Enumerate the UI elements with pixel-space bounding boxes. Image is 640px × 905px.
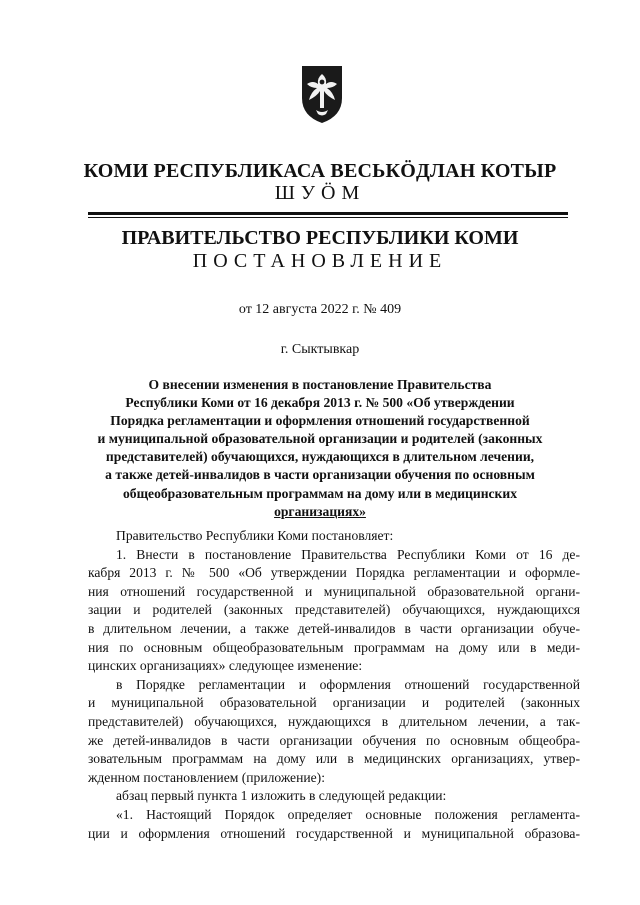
body-line: зовательным программам на дому или в медицинских организациях, утвер- xyxy=(88,751,580,767)
body-line: же детей-инвалидов в части организации обучения по основным общеобра- xyxy=(88,732,580,748)
body-line: и муниципальной образовательной организации и родителей (законных xyxy=(88,695,580,711)
title-line: О внесении изменения в постановление Правительства xyxy=(148,377,492,392)
body-line: ния отношений государственной и муниципальной образовательной органи- xyxy=(88,583,580,599)
body-line: ции и оформления отношений государственной и муниципальной образова- xyxy=(88,825,580,841)
resolution-title xyxy=(64,376,576,521)
body-line: жденном постановлением (приложение): xyxy=(88,769,325,785)
title-underlined-text: организациях» xyxy=(274,503,366,519)
title-line: а также детей-инвалидов в части организации обучения по основным xyxy=(105,467,535,483)
title-line: представителей) обучающихся, нуждающихся в длительном лечении, xyxy=(105,449,535,465)
body-line: в Порядке регламентации и оформления отношений государственной xyxy=(116,676,580,692)
body-line: представителей) обучающихся, нуждающихся в длительном лечении, а так- xyxy=(88,713,580,729)
komi-resolution-title: ШУӦМ xyxy=(274,182,366,204)
body-line: цинских организациях» следующее изменение: xyxy=(88,658,363,674)
coat-of-arms-emblem xyxy=(299,64,345,124)
komi-government-title: КОМИ РЕСПУБЛИКАСА ВЕСЬКӦДЛАН КОТЫР xyxy=(83,160,557,182)
title-line: и муниципальной образовательной организации и родителей (законных xyxy=(97,431,543,447)
body-line: зации и родителей (законных представителей) обучающихся, нуждающихся xyxy=(88,602,580,618)
body-line: кабря 2013 г. № 500 «Об утверждении Порядка регламентации и оформле- xyxy=(88,565,580,581)
body-line: в длительном лечении, а также детей-инвалидов в части организации обуче- xyxy=(88,620,580,636)
resolution-body xyxy=(88,527,580,843)
body-line: «1. Настоящий Порядок определяет основные положения регламента- xyxy=(116,806,580,822)
header-divider-thin xyxy=(88,217,568,218)
title-line-last xyxy=(64,503,576,521)
body-line: Правительство Республики Коми постановляет: xyxy=(116,528,394,543)
ru-resolution-title: ПОСТАНОВЛЕНИЕ xyxy=(192,250,448,272)
ru-government-title: ПРАВИТЕЛЬСТВО РЕСПУБЛИКИ КОМИ xyxy=(121,227,519,249)
title-line: общеобразовательным программам на дому или в медицинских xyxy=(122,485,518,501)
body-line: ния по основным общеобразовательным программам на дому или в меди- xyxy=(88,639,580,655)
title-line: Порядка регламентации и оформления отношений государственной xyxy=(110,413,530,429)
body-line: абзац первый пункта 1 изложить в следующей редакции: xyxy=(116,788,447,804)
title-line: Республики Коми от 16 декабря 2013 г. № 500 «Об утверждении xyxy=(125,395,515,411)
header-divider-thick xyxy=(88,212,568,215)
resolution-city: г. Сыктывкар xyxy=(280,342,360,357)
body-line: 1. Внести в постановление Правительства Республики Коми от 16 де- xyxy=(116,546,580,562)
resolution-date-number: от 12 августа 2022 г. № 409 xyxy=(238,302,402,317)
